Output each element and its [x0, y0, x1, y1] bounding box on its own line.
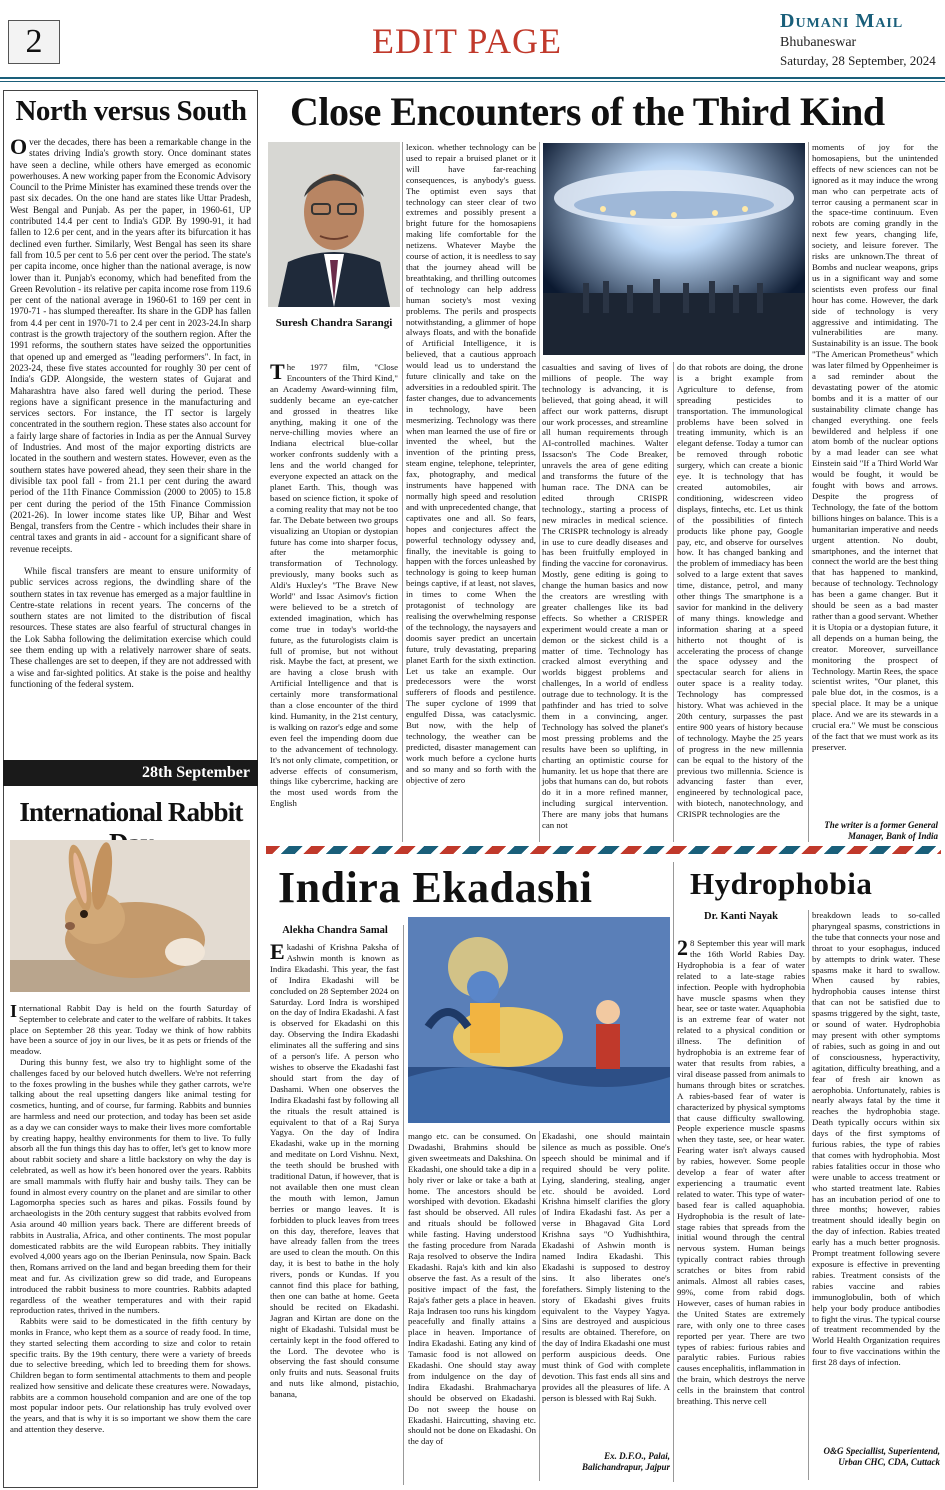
publication-date: Saturday, 28 September, 2024 [780, 53, 936, 68]
article-title-indira-ekadashi: Indira Ekadashi [278, 863, 593, 912]
article-body-north-south [10, 134, 251, 701]
article-title-north-south: North versus South [15, 95, 247, 127]
page-number: 2 [8, 20, 60, 64]
article-column [270, 359, 398, 809]
drop-cap: I [10, 1001, 18, 1021]
article-column: moments of joy for the homosapiens, but the unintended effects of new sciences can not be ignored as it may induce the wrong man who can perpetrate acts of terror causing a permanent scar in the space-time continuum. Even robots are coming grandly in the next few years, changing life, society, and leisure forever. The risks are unknown.The threat of Bombs and nuclear weapons, grips us in a significant way and some scientists even profess our final hour has come. However, the dark side of technology is very aggressive and intimidating. The vulnerabilities are many. Sustainability is an issue. The book "The American Prometheus" which was later filmed by Oppenheimer is a sad reminder about the devastating power of the atomic bombs and it is a matter of our sustainability climate change has changed everything. one feels bewildered and helpless if one atom bomb of the nuclear options by a mad leader can see what Einstein said "If a Third World War would be fought, it would be fought with bows and arrows. Despite the progress of Technology, the fate of the bottom billions hinges on balance. This is a humanitarian imperative and needs urgent attention. No doubt, smartphones, and the internet that connect the world are the best thing that has happened to mankind, because of technology. Technology has been a game changer. But it should be seen as a bad master rather than a good servant. Whether it is Utopia or a dystopian future, it all depends on a human being, the creator. Moreover, surveillance monitoring the prospect of Technology. Martin Rees, the space scientist writes, "Our planet, this pale blue dot, in the cosmos, is a special place. It may be a unique place. And we are its stewards in a crucial era." We must be conscious of the fact that we must work as its preserver. [812, 142, 938, 752]
ufo-film-still [543, 143, 805, 355]
drop-cap: E [270, 939, 285, 964]
vishnu-illustration [408, 917, 670, 1123]
article-column [677, 935, 806, 1407]
author-name: Alekha Chandra Samal [282, 925, 388, 936]
article-column: lexicon. whether technology can be used to repair a bruised planet or it will have far-reaching consequences, is anybody's guess. The optimist even says that technology can steer clear of two extremes and possibly present a bright future for the homosapiens making life comfortable for the netizens. Whatever Maybe the course of action, it is needless to say that the journey ahead will be breathtaking, and thrilling outcomes of technology can help address human society's most vexing problems. The perils and prospects notwithstanding, a glimmer of hope always floats, and with the bonafide of Artificial Intelligence, it is believed, that a cautious approach would lead us to understand the future clinically and take on the adversities in a redoubled spirit. The faster changes, due to advancements in technology, have been mesmerizing. Technology was there when man learned the use of fire or invented the wheel, but the invention of the printing press, steam engine, telephone, teleprinter, fax, photography, and medical instruments have happened with normally high speed and resolution and with unprecedented change, that captivates one and all. So fears, hopes and conjectures affect the powerful technology odyssey and, finally, the inevitable is going to happen with the forces unleashed by technology is going to keep human beings captive, if at least, not slaves, in times to come When the protagonist of technology are realising the overwhelming response of the technology, the naysayers and doomis sayer predict an uncertain future, truly devastating, preparing planet Earth for the sixth extinction. Let us take an example. Our predecessors were the worst sufferers of floods and pestilence. The super cyclone of 1999 that engulfed Dissa, was cataclysmic. But now, with the help of technology, the weather can be predicted, disaster management can work much before a cyclone hurts and so many and so forth with the objective of zero [406, 142, 536, 785]
date-banner-text: 28th September [142, 764, 250, 781]
column-rule [808, 142, 809, 842]
paragraph: nternational Rabbit Day is held on the fourth Saturday of September to celebrate and cater to the welfare of rabbits. It takes place on September 28 this year. Today we think of how rabbits have been a source of joy in our lives, be it as pets or friends of the meadow. [10, 1003, 251, 1057]
publication-city: Bhubaneswar [780, 35, 857, 50]
column-rule [402, 142, 403, 842]
column-rule [808, 910, 809, 1480]
article-column: do that robots are doing, the drone is a bright example from Agriculture to defense, from spreading pesticides to transportation. The immunological problems have been solved in treating immunity, which is an elegant defense. Today a tumor can be removed through robotic surgery, which can create a bionic eye. It is technology that has created automobiles, air conditioning, widescreen video displays, fintechs, etc. Let us think of the possibilities of fintech products like phone pay, Google pay, etc, and observe for ourselves how. It has changed banking and the problem of immediacy has been solved to a large extent that saves time, distance, petrol, and many other things The smartphone is a savior for mankind in the delivery of many things. knowledge and information sharing at a speed hitherto not thought of is accelerating the process of change the space odyssey and the spectacular search for aliens in outer space is a reality today. Technology has compressed history. What was achieved in the 20th century, surpasses the past entire 900 years of history because of technology. Maybe the 25 years of progress in the new millennia can be equal to the history of the previous two millennia. Science is advancing faster than ever, engineered by technological pace, with biotech, nanotechnology, and CRISPR technologies are the [677, 362, 803, 820]
paragraph: 8 September this year will mark the 16th World Rabies Day. Hydrophobia is a fear of water related to a late-stage rabies infection. People with hydrophobia have muscle spasms when they hear, see or taste water. Aquaphobia is an extreme fear of water not related to a physical condition or illness. The definition of hydrophobia is an extreme fear of water that results from rabies, a viral disease passed from animals to humans through bites or scratches. A rabies-based fear of water is characterized by physical symptoms that cause difficulty swallowing. People experience muscle spasms when they taste, see, or hear water. Fearing water isn't always caused by rabies, however. Some people develop a fear of water after experiencing a traumatic event related to water. This type of water-based fear is called aquaphobia. Hydrophobia is the result of late-stage rabies that spreads from the initial wound through the central nervous system. Human beings typically contract rabies through scratches or bites from rabid animals. Almost all rabies cases, 99%, come from rabid dogs. However, cases of human rabies in the United States are extremely rare, with only one to three cases reported per year. There are two types of rabies: furious rabies and paralytic rabies. Furious rabies causes encephalitis, inflammation in the brain, which destroys the nerve cells in the brainstem that control breathing. This nerve cell [677, 938, 806, 1407]
paragraph: kadashi of Krishna Paksha of Ashwin month is known as Indira Ekadashi. This year, the fast of Indira Ekadashi will be concluded on 28 September 2024 on Saturday. Lord Indra is worshiped on the day of Indira Ekadashi. A fast is observed for Ekadashi on this day. Observing the Indira Ekadashi eliminates all the suffering and sins of a person's life. A person who wishes to observe the Ekadashi fast should start from the day of Dashami. When one observes the Indira Ekadashi fast by following all the rituals the result attained is equivalent to that of a Raj Surya Yagya. On the day of Indira Ekadashi, wake up in the morning and meditate on Lord Vishnu. Next, the teeth should be brushed with traditional Datun, if however, that is not available then one must clean the mouth with lemon, Jamun berries or mango leaves. It is forbidden to pluck leaves from trees on this day, therefore, leaves that have already fallen from the trees are used to clean the mouth. On this day, it is best to bathe in the holy rivers, ponds or Kundas. If you cannot find this place for bathing, then one can bathe at home. Geeta should be recited on Ekadashi. Jagran and Kirtan are done on the night of Ekadashi. Tulsidal must be certainly kept in the food offered to the Lord. The devotee who is observing the fast should consume only fruits and nuts. Seasonal fruits and nuts like almond, pistachio, banana, [270, 942, 399, 1400]
drop-cap: 2 [677, 935, 688, 960]
column-rule [403, 925, 404, 1485]
paragraph: While fiscal transfers are meant to ensure uniformity of public services across regions, the dwindling share of the southern states in tax revenue has emerged as a major faultline in Centre-state relations in recent years. The concerns of the southern states are not limited to the distribution of fiscal resources. These states are also fearful of structural changes in the Lok Sabha following the delimitation exercise which could see them ending up with a relatively narrower share of seats. These challenges are set to deepen, if they are not addressed with a wise and far-sighted politics. At stake is the poise and healthy functioning of the federal system. [10, 565, 251, 689]
column-rule [539, 142, 540, 842]
article-column: breakdown leads to so-called pharyngeal spasms, constrictions in the tube that connects your nose and throat to your esophagus, induced by attempts to drink water. These spasms make it hard to swallow. When caused by rabies, hydrophobia causes intense thirst that can not be satisfied due to spasms triggered by the sight, taste, or sound of water. Hydrophobia may present with other symptoms of rabies, such as going in and out of consciousness, hyperactivity, agitation, difficulty breathing, and a fear of fresh air known as aerophobia. Unfortunately, rabies is nearly always fatal by the time it reaches the hydrophobia stage. Death typically occurs within six days of the first symptoms of furious rabies, the type of rabies that comes with hydrophobia. Most rabies fatalities occur in those who were unable to access treatment or who started treatment late. Rabies has an incubation period of one to three months; however, rabies treatment should ideally begin on the day of infection. Rabies treated early has a much better prognosis. Prompt treatment following severe exposure is effective in preventing rabies. Treatment consists of the rabies vaccine and rabies immunoglobulin, both of which help your body produce antibodies to fight the virus. The typical course of treatment recommended by the World Health Organization requires four to five vaccinations within the first 28 days of infection. [812, 910, 941, 1368]
masthead-rule [0, 77, 945, 79]
masthead-rule-thin [0, 81, 945, 82]
section-divider-stripe [266, 846, 941, 854]
article-column: casualties and saving of lives of millions of people. The way technology is advancing, it is believed, that going ahead, it will affect our work patterns, disrupt our work processes, and streamline all human requirements through AI-controlled machines. Walter Issacson's The Code Breaker, unravels the area of gene editing and transforms the future of the human race. The DNA can be edited through CRISPR technology., starting a process of new miracles in medical science. The CRISPR technology is already in use to cure deadly diseases and has been fruitfully employed in finding the vaccine for coronavirus. Mostly, gene editing is going to change the human basics and now the creators are wrestling with greater challenges like its bad effects. So whether a CRISPER experiment would create a man or demon or the sickest child is a matter of time. Technology has cracked almost everything and worlds biggest problems and challenges, In a world of endless outrage due to technology. It is the pathfinder and has tried to solve them in a convincing, anger. Technology has solved the planet's most pressing problems and the results have been so uplifting, in charting an optimistic course for humanity. let us hope that there are jobs that humans can do, but robots do it in a more refined manner, including surgical intervention. There are many jobs that humans can not [542, 362, 668, 831]
article-title-close-encounters: Close Encounters of the Third Kind [290, 89, 885, 134]
author-photo [268, 142, 400, 307]
article-title-hydrophobia: Hydrophobia [690, 866, 873, 901]
writer-note: The writer is a former General Manager, Bank of India [824, 820, 938, 841]
author-signoff: O&G Speciallist, Superientend, Urban CHC, CDA, Cuttack [823, 1446, 940, 1467]
column-rule [539, 1131, 540, 1481]
drop-cap: T [270, 359, 285, 384]
paragraph: ver the decades, there has been a remarkable change in the states driving India's growth story. Once dominant states have seen a decline, while others have emerged as economic powerhouses. A new working paper from the Economic Advisory Council to the Prime Minister has examined these trends over the past six decades. On the one hand are states like Uttar Pradesh, West Bengal and Punjab. As per the paper, in 1960-61, UP contributed 14.4 per cent to India's GDP. By 1990-91, it had fallen to 12.6 per cent, and in the years after its bifurcation it has declined even further. Similarly, West Bengal has seen its share fall from 10.5 per cent to 5.6 per cent over the period. The state's per capita income, once higher than the national average, is now lower than it. Punjab's economy, which had benefited from the Green Revolution - its relative per capita income rose from 119.6 per cent of the national average in 1960-61 to 169 per cent in 1970-71 - has slumped thereafter. Its share in the GDP has fallen from 4.4 per cent in 1970-71 to 2.4 per cent in 2023-24.In sharp contrast is the growth trajectory of the southern region. After the 1991 reforms, the southern states have seized the opportunities that opened up and emerged as "leading performers". In fact, in 2023-24, these five states accounted for roughly 30 per cent of India's GDP. Alongside, the western states of Gujarat and Maharashtra have also fared well during the period. These regions have a significant presence in the manufacturing and services sectors. For instance, the IT sector is largely concentrated in the southern region. These states also account for a fairly large share of factories in India as per the Annual Survey of Industries. And most of the major exporting districts are located in the southern and western states. However, even as the southern states have powered ahead, they seen their share in the divisible tax pool fall - from 21.1 per cent during the award period of the 11th Finance Commission (2000 to 2005) to 15.8 per cent during the period of the 15th Finance Commission (2021-26). In lower income states like UP, Bihar and West Bengal, transfers from the Centre - which includes their share in central taxes and grants in aid - account for a significant share of revenue receipts. [10, 137, 251, 554]
article-column: mango etc. can be consumed. On Dwadashi, Brahmins should be given sweetmeats and Dakshina. On Ekadashi, one should take a dip in a holy river or lake or take a bath at home. The ancestors should be worshiped with devotion. Ekadashi fast should be observed. All rules and rituals should be followed while fasting. Having understood the fasting procedure from Narada Raja resolved to observe the Indira Ekadashi. Raja's kith and kin also observe the fast. As a result of the positive impact of the fast, the Raja's father gets a place in heaven. Raja Indrasen too runs his kingdom peacefully and finally attains a place in heaven. Importance of Indira Ekadashi. Eating any kind of Tamasic food is not allowed on Ekadashi. One should stay away from indulgence on the day of Indira Ekadashi. Brahmacharya should be observed on Ekadashi. Do not sweep the house on Ekadashi. Haircutting, shaving etc. should not be done on Ekadashi. On the day of [408, 1131, 536, 1447]
column-rule [673, 862, 674, 1482]
article-column: Ekadashi, one should maintain silence as much as possible. One's speech should be minimal and if required should be very polite. Lying, slandering, stealing, anger etc. should be avoided. Lord Krishna himself clarifies the glory of Indira Ekadashi fast. As per a verse in Bhagavad Gita Lord Krishna says "O Yudhishthira, Ekadashi of Ashwin month is named Indira Ekadashi. This Ekadashi is supposed to destroy sins. It also liberates one's forefathers. Simply listening to the story of Ekadashi gives fruits equivalent to the Vaypey Yagya. Sins are destroyed and auspicious results are obtained. Therefore, on the day of Indira Ekadashi one must perform auspicious deeds. One must think of God with complete devotion. This fast ends all sins and provides all the pleasures of life. A person is blessed with Raj Sukh. [542, 1131, 670, 1403]
author-name: Dr. Kanti Nayak [704, 911, 778, 922]
paragraph: Rabbits were said to be domesticated in the fifth century by monks in France, who kept them as a source of ready food. In time, they started selecting them according to size and color to retain specific traits. By the 19th century, there were a variety of breeds due to selective breeding, which led to breeding them for shows. Children began to form sentimental attachments to them and people realized how sensitive and delicate these creatures were. Nowadays, rabbits are a common household companion and are one of the top most popular indoor pets. Our relationship has truly evolved over the years, and that is why it is so important we show them the care and attention they deserve. [10, 1316, 251, 1435]
author-name: Suresh Chandra Sarangi [275, 317, 393, 329]
article-column [270, 939, 399, 1400]
section-title: EDIT PAGE [372, 21, 563, 61]
column-rule [673, 362, 674, 842]
publication-name: Dumani Mail [780, 10, 904, 32]
drop-cap: O [10, 134, 28, 159]
paragraph: During this bunny fest, we also try to highlight some of the challenges faced by our beloved hutch dwellers. We're not referring to the foxes prowling in the bushes while they gather carrots, we're talking about the real upsetting dangers like animal testing for cosmetics, hunting, and of course, fur farming. Rabbits and bunnies are harmless and need our protection, and today has been set aside as a day we can consider ways to make their lives more comfortable by creating happy, healthy environments for them to live. To fully absorb all the fun things this day has to offer, let's get to know more about rabbit society and share a little backstory on why the day is celebrated, as well as how it's been honored over the years. Rabbits are small mammals with fluffy hair and bushy tails. They can be found in almost every country on the planet and are similar to other Lagomorpha species such as hares and pikas. Fossils found by archaeologists in the 20th century suggest that rabbits evolved from Asia around 40 million years back. There are different breeds of rabbits in Australia, Africa, and other continents. The most popular domesticated rabbits are the wild European rabbits. They initially evolved 4,000 years ago on the Iberian Peninsula, now Spain. Back then, Romans arrived on the land and began breeding them for their meat and fur. As civilization grew so did trade, and Europeans introduced the rabbit business to more countries. Rabbits adapted regardless of the weather temperatures and with their rapid reproduction rates, thrived in the numbers. [10, 1056, 251, 1316]
article-body-rabbit-day [10, 1003, 251, 1435]
paragraph: he 1977 film, "Close Encounters of the Third Kind," an Academy Award-winning film, suddenly became an eye-catcher and grossed in theatres like anything, making it one of the nerve-chilling movies where an Indiana electrical blue-collar worker confronts suddenly with a lens and the world changed for everyone expected an attack on the planet Earth. This, though was based on science fiction, it spoke of a coming reality that may not be too far. The Debate between two groups visualizing an Utopian or dystopian future has come into sharper focus, after the metamorphic transformation of Technology. previously, many books such as Aldi's Huxley's "The Brave New World" and Issac Asimov's fiction were believed to be a stretch of extended imagination, which has come true in today's world-the future, as the futurologists claim is full of promise, but not without risk. Maybe the fact, at present, we are having a close brush with Artificial Intelligence and that is certainly more transformational than a close encounter of the third kind. Humanity, in the 21st century, is walking on razor's edge and some even feel the impending doom due to the advancement of technology. It's not only climate, competition, or adverse effects of consumerism, things like cybercrime, hacking are the most used words from the English [270, 362, 398, 809]
article-title-rabbit-day: International Rabbit [19, 797, 243, 827]
author-signoff: Ex. D.F.O., Palai, Balichandrapur, Jajpur [581, 1451, 670, 1472]
rabbit-photo [10, 840, 250, 992]
